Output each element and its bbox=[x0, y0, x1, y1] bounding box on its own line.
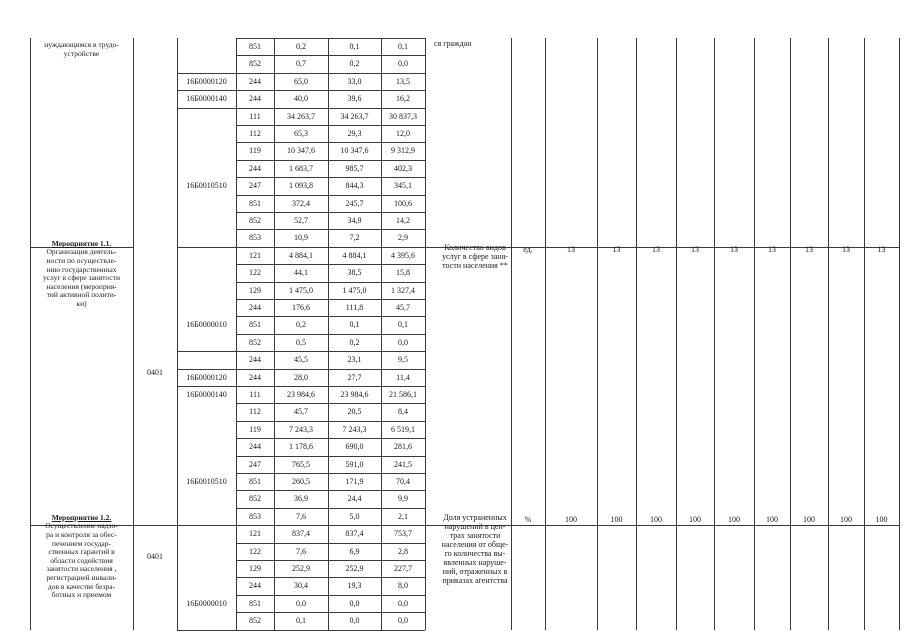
value-plan: 23 984,6 bbox=[287, 390, 315, 399]
indicator-1-value: 13 bbox=[805, 245, 813, 255]
value-actual: 0,2 bbox=[349, 59, 360, 69]
csr-hline bbox=[177, 386, 236, 387]
value-actual: 34 263,7 bbox=[340, 111, 369, 121]
indicator-1-text: Количество видов услуг в сфере заня- тости населения ** bbox=[442, 243, 508, 271]
row-hline bbox=[236, 282, 425, 283]
value-plan: 0,2 bbox=[296, 320, 306, 330]
value-actual: 0,0 bbox=[349, 616, 360, 626]
value-execution: 2,1 bbox=[398, 511, 408, 521]
value-plan: 65,0 bbox=[294, 76, 308, 86]
indicator-2-value: 100 bbox=[689, 514, 701, 524]
value-actual: 171,9 bbox=[345, 477, 364, 486]
value-execution: 753,7 bbox=[394, 529, 412, 539]
value-plan: 52,7 bbox=[294, 216, 308, 225]
row-hline bbox=[236, 421, 425, 422]
row-hline bbox=[236, 543, 425, 544]
csr-hline bbox=[177, 73, 236, 74]
value-plan: 0,0 bbox=[296, 598, 306, 608]
vr-code: 244 bbox=[249, 94, 261, 104]
indicator-2-unit: % bbox=[524, 514, 532, 524]
row-hline bbox=[236, 264, 425, 265]
vr-code: 244 bbox=[249, 163, 261, 173]
grid-vline bbox=[425, 38, 426, 630]
value-actual: 33,0 bbox=[347, 76, 362, 86]
indicator-2-value: 100 bbox=[650, 514, 662, 524]
row-hline bbox=[236, 595, 425, 596]
row-hline bbox=[236, 508, 425, 509]
csr-code: 16Б0010510 bbox=[186, 181, 227, 191]
indicator-2-text: Доля устраненных нарушений в цен- трах занятости населения от обще- го количества вы- явленных наруше- ний, отраженных в приказах агентства bbox=[441, 513, 509, 586]
csr-hline bbox=[177, 525, 236, 526]
indicator-vline bbox=[676, 38, 677, 630]
value-plan: 0,7 bbox=[296, 59, 306, 69]
vr-code: 244 bbox=[249, 581, 261, 591]
row-hline bbox=[236, 177, 425, 178]
indicator-vline bbox=[828, 38, 829, 630]
value-actual: 24,4 bbox=[347, 494, 362, 504]
row-hline bbox=[236, 456, 425, 457]
value-actual: 39,6 bbox=[347, 94, 362, 104]
indicator-2-value: 100 bbox=[803, 514, 815, 524]
value-plan: 65,3 bbox=[294, 129, 308, 138]
vr-code: 852 bbox=[249, 494, 261, 504]
value-plan: 260,5 bbox=[292, 477, 310, 486]
value-execution: 100,6 bbox=[394, 198, 412, 208]
value-execution: 9,5 bbox=[398, 355, 408, 365]
value-plan: 1 475,0 bbox=[289, 285, 313, 295]
indicator-vline bbox=[790, 38, 791, 630]
value-actual: 245,7 bbox=[345, 198, 364, 208]
csr-hline bbox=[177, 351, 236, 352]
value-execution: 241,5 bbox=[394, 459, 412, 469]
indicator-2-value: 100 bbox=[565, 514, 577, 524]
value-plan: 44,1 bbox=[294, 268, 308, 278]
value-execution: 345,1 bbox=[394, 181, 412, 191]
value-actual: 23,1 bbox=[347, 355, 362, 365]
value-plan: 10,9 bbox=[294, 233, 308, 243]
value-plan: 4 884,1 bbox=[289, 250, 313, 260]
row-hline bbox=[236, 125, 425, 126]
value-execution: 0,0 bbox=[398, 337, 408, 347]
row-hline bbox=[236, 525, 425, 526]
measure-2-text: Осуществление надзо- ра и контроля за обес- печением государ- ственных гарантий в области содействия занятости населения , регистрацией инвали- дов в качестве безра- ботных и приемом bbox=[45, 521, 118, 600]
row-hline bbox=[236, 73, 425, 74]
value-actual: 985,7 bbox=[345, 163, 364, 173]
grid-vline bbox=[177, 38, 178, 630]
row-hline bbox=[236, 195, 425, 196]
value-execution: 45,7 bbox=[396, 303, 410, 312]
value-plan: 1 178,6 bbox=[289, 442, 313, 452]
vr-code: 122 bbox=[249, 546, 261, 556]
value-actual: 23 984,6 bbox=[340, 390, 369, 399]
vr-code: 852 bbox=[249, 616, 261, 626]
row-hline bbox=[236, 369, 425, 370]
value-actual: 111,8 bbox=[345, 303, 364, 312]
value-execution: 12,0 bbox=[396, 129, 410, 138]
indicator-2-value: 100 bbox=[840, 514, 852, 524]
row-hline bbox=[236, 55, 425, 56]
vr-code: 121 bbox=[249, 250, 261, 260]
top-left-text bbox=[32, 41, 131, 58]
row-hline bbox=[236, 334, 425, 335]
value-execution: 227,7 bbox=[394, 564, 412, 573]
value-actual: 0,2 bbox=[349, 337, 360, 347]
value-plan: 45,5 bbox=[294, 355, 308, 365]
value-execution: 0,0 bbox=[398, 616, 408, 626]
value-actual: 0,0 bbox=[349, 598, 360, 608]
vr-code: 851 bbox=[249, 198, 261, 208]
indicator-vline bbox=[864, 38, 865, 630]
value-actual: 5,0 bbox=[349, 511, 360, 521]
measure-2 bbox=[32, 514, 131, 600]
vr-code: 119 bbox=[249, 146, 261, 156]
value-actual: 20,5 bbox=[347, 407, 362, 417]
indicator-1-unit: ед. bbox=[523, 245, 533, 255]
value-actual: 4 884,1 bbox=[342, 250, 367, 260]
value-actual: 0,1 bbox=[349, 320, 360, 330]
value-execution: 15,8 bbox=[396, 268, 410, 278]
value-actual: 6,9 bbox=[349, 546, 360, 556]
value-execution: 13,5 bbox=[396, 76, 410, 86]
value-execution: 21 586,1 bbox=[389, 390, 417, 399]
value-actual: 19,3 bbox=[347, 581, 362, 591]
value-execution: 2,9 bbox=[398, 233, 408, 243]
row-hline bbox=[236, 108, 425, 109]
value-execution: 402,3 bbox=[394, 163, 412, 173]
value-execution: 6 519,1 bbox=[391, 424, 415, 434]
vr-code: 111 bbox=[249, 111, 261, 121]
value-actual: 1 475,0 bbox=[342, 285, 367, 295]
top-left-text-text: нуждающимся в трудо- устройстве bbox=[44, 40, 119, 58]
indicator-1-value: 13 bbox=[612, 245, 621, 255]
row-hline bbox=[236, 212, 425, 213]
row-hline bbox=[236, 351, 425, 352]
csr-code: 16Б0000010 bbox=[186, 598, 227, 608]
indicator-2-value: 100 bbox=[728, 514, 740, 524]
vr-code: 244 bbox=[249, 372, 261, 382]
indicator-vline bbox=[636, 38, 637, 630]
row-hline bbox=[236, 142, 425, 143]
measure-1-title: Мероприятие 1.1. bbox=[51, 238, 112, 248]
top-indicator-text: ся граждан bbox=[434, 39, 472, 48]
vr-code: 851 bbox=[249, 477, 261, 486]
vr-code: 244 bbox=[249, 355, 261, 365]
row-hline bbox=[236, 386, 425, 387]
indicator-vline bbox=[899, 38, 900, 630]
row-hline bbox=[236, 473, 425, 474]
value-actual: 29,3 bbox=[347, 129, 362, 138]
value-execution: 16,2 bbox=[396, 94, 410, 104]
row-hline bbox=[236, 490, 425, 491]
csr-hline bbox=[177, 369, 236, 370]
value-execution: 70,4 bbox=[396, 477, 410, 486]
csr-hline bbox=[177, 630, 236, 631]
indicator-1-value: 13 bbox=[877, 245, 886, 255]
vr-code: 853 bbox=[249, 233, 261, 243]
value-plan: 30,4 bbox=[294, 581, 308, 591]
value-plan: 0,5 bbox=[296, 337, 306, 347]
value-plan: 36,9 bbox=[294, 494, 308, 504]
row-hline bbox=[236, 316, 425, 317]
section-code: 0401 bbox=[147, 367, 163, 377]
vr-code: 851 bbox=[249, 320, 261, 330]
indicator-2-value: 100 bbox=[875, 514, 888, 524]
value-plan: 28,0 bbox=[294, 372, 308, 382]
value-plan: 10 347,6 bbox=[287, 146, 315, 156]
value-actual: 27,7 bbox=[347, 372, 362, 382]
row-hline bbox=[236, 38, 425, 39]
vr-code: 851 bbox=[249, 42, 261, 51]
vr-code: 853 bbox=[249, 511, 261, 521]
vr-code: 112 bbox=[249, 129, 261, 138]
csr-hline bbox=[177, 247, 236, 248]
indicator-vline bbox=[754, 38, 755, 630]
grid-vline bbox=[133, 38, 134, 630]
value-plan: 372,4 bbox=[292, 198, 310, 208]
value-execution: 4 395,6 bbox=[391, 250, 415, 260]
row-hline bbox=[236, 438, 425, 439]
vr-code: 122 bbox=[249, 268, 261, 278]
value-execution: 30 837,3 bbox=[389, 111, 417, 121]
row-hline bbox=[236, 630, 425, 631]
vr-code: 852 bbox=[249, 59, 261, 69]
code-hline bbox=[133, 525, 177, 526]
value-execution: 281,6 bbox=[394, 442, 412, 452]
value-actual: 7 243,3 bbox=[342, 424, 367, 434]
row-hline bbox=[236, 403, 425, 404]
value-plan: 34 263,7 bbox=[287, 111, 315, 121]
value-execution: 11,4 bbox=[396, 372, 410, 382]
indicator-1-value: 13 bbox=[768, 245, 776, 255]
value-actual: 7,2 bbox=[349, 233, 360, 243]
indicator-2-value: 100 bbox=[766, 514, 778, 524]
value-execution: 0,0 bbox=[398, 59, 408, 69]
value-execution: 8,0 bbox=[398, 581, 408, 591]
csr-code: 16Б0000010 bbox=[186, 320, 227, 330]
value-execution: 0,1 bbox=[398, 320, 408, 330]
row-hline bbox=[236, 247, 425, 248]
value-plan: 7,6 bbox=[296, 511, 306, 521]
value-plan: 765,5 bbox=[292, 459, 310, 469]
value-plan: 837,4 bbox=[292, 529, 310, 539]
csr-hline bbox=[177, 90, 236, 91]
row-hline bbox=[236, 612, 425, 613]
indicator-1-value: 13 bbox=[842, 245, 850, 255]
indicator-vline bbox=[545, 38, 546, 630]
value-plan: 7 243,3 bbox=[289, 424, 313, 434]
vr-code: 244 bbox=[249, 303, 261, 312]
value-actual: 591,0 bbox=[345, 459, 364, 469]
value-actual: 34,9 bbox=[347, 216, 362, 225]
value-plan: 252,9 bbox=[292, 564, 310, 573]
value-execution: 9 312,9 bbox=[391, 146, 415, 156]
value-plan: 0,1 bbox=[296, 616, 306, 626]
row-hline bbox=[236, 560, 425, 561]
vr-code: 119 bbox=[249, 424, 261, 434]
indicator-1-value: 13 bbox=[730, 245, 738, 255]
value-plan: 0,2 bbox=[296, 42, 306, 51]
row-hline bbox=[236, 299, 425, 300]
value-actual: 10 347,6 bbox=[340, 146, 369, 156]
vr-code: 247 bbox=[249, 459, 261, 469]
row-hline bbox=[236, 160, 425, 161]
value-execution: 2,8 bbox=[398, 546, 408, 556]
value-actual: 0,1 bbox=[349, 42, 360, 51]
value-execution: 0,1 bbox=[398, 42, 408, 51]
vr-code: 121 bbox=[249, 529, 261, 539]
value-actual: 844,3 bbox=[345, 181, 364, 191]
vr-code: 244 bbox=[249, 76, 261, 86]
value-execution: 9,9 bbox=[398, 494, 408, 504]
measure-1 bbox=[32, 240, 131, 309]
csr-code: 16Б0000120 bbox=[186, 372, 227, 382]
value-plan: 1 093,8 bbox=[289, 181, 313, 191]
csr-code: 16Б0010510 bbox=[186, 477, 227, 486]
value-execution: 14,2 bbox=[396, 216, 410, 225]
value-execution: 8,4 bbox=[398, 407, 408, 417]
value-plan: 7,6 bbox=[296, 546, 306, 556]
section-code: 0401 bbox=[147, 552, 163, 562]
vr-code: 852 bbox=[249, 337, 261, 347]
row-hline bbox=[236, 90, 425, 91]
indicator-2-value: 100 bbox=[610, 514, 623, 524]
indicator-1-value: 13 bbox=[652, 245, 660, 255]
value-plan: 1 683,7 bbox=[289, 163, 313, 173]
value-plan: 40,0 bbox=[294, 94, 308, 104]
grid-vline bbox=[30, 38, 31, 630]
indicator-vline bbox=[597, 38, 598, 630]
value-plan: 45,7 bbox=[294, 407, 308, 417]
indicator-1-value: 13 bbox=[691, 245, 699, 255]
vr-code: 247 bbox=[249, 181, 261, 191]
vr-code: 111 bbox=[249, 390, 261, 399]
vr-code: 244 bbox=[249, 442, 261, 452]
csr-code: 16Б0000140 bbox=[186, 94, 227, 104]
vr-code: 851 bbox=[249, 598, 261, 608]
row-hline bbox=[236, 577, 425, 578]
row-hline bbox=[236, 229, 425, 230]
value-actual: 837,4 bbox=[345, 529, 364, 539]
value-execution: 0,0 bbox=[398, 598, 408, 608]
vr-code: 129 bbox=[249, 285, 261, 295]
csr-hline bbox=[177, 108, 236, 109]
indicator-vline bbox=[714, 38, 715, 630]
csr-code: 16Б0000120 bbox=[186, 76, 227, 86]
measure-1-text: Организация деятель- ности по осуществле- нию государственных услуг в сфере занятости населения (мероприя- тий активной полити- ки) bbox=[43, 247, 120, 308]
measure-2-title: Мероприятие 1.2. bbox=[51, 512, 112, 522]
vr-code: 852 bbox=[249, 216, 261, 225]
vr-code: 129 bbox=[249, 564, 261, 573]
value-actual: 690,0 bbox=[345, 442, 364, 452]
vr-code: 112 bbox=[249, 407, 261, 417]
indicator-1-value: 13 bbox=[567, 245, 575, 255]
value-actual: 38,5 bbox=[347, 268, 362, 278]
value-actual: 252,9 bbox=[345, 564, 364, 573]
value-execution: 1 327,4 bbox=[391, 285, 415, 295]
value-plan: 176,6 bbox=[292, 303, 310, 312]
csr-code: 16Б0000140 bbox=[186, 390, 227, 399]
